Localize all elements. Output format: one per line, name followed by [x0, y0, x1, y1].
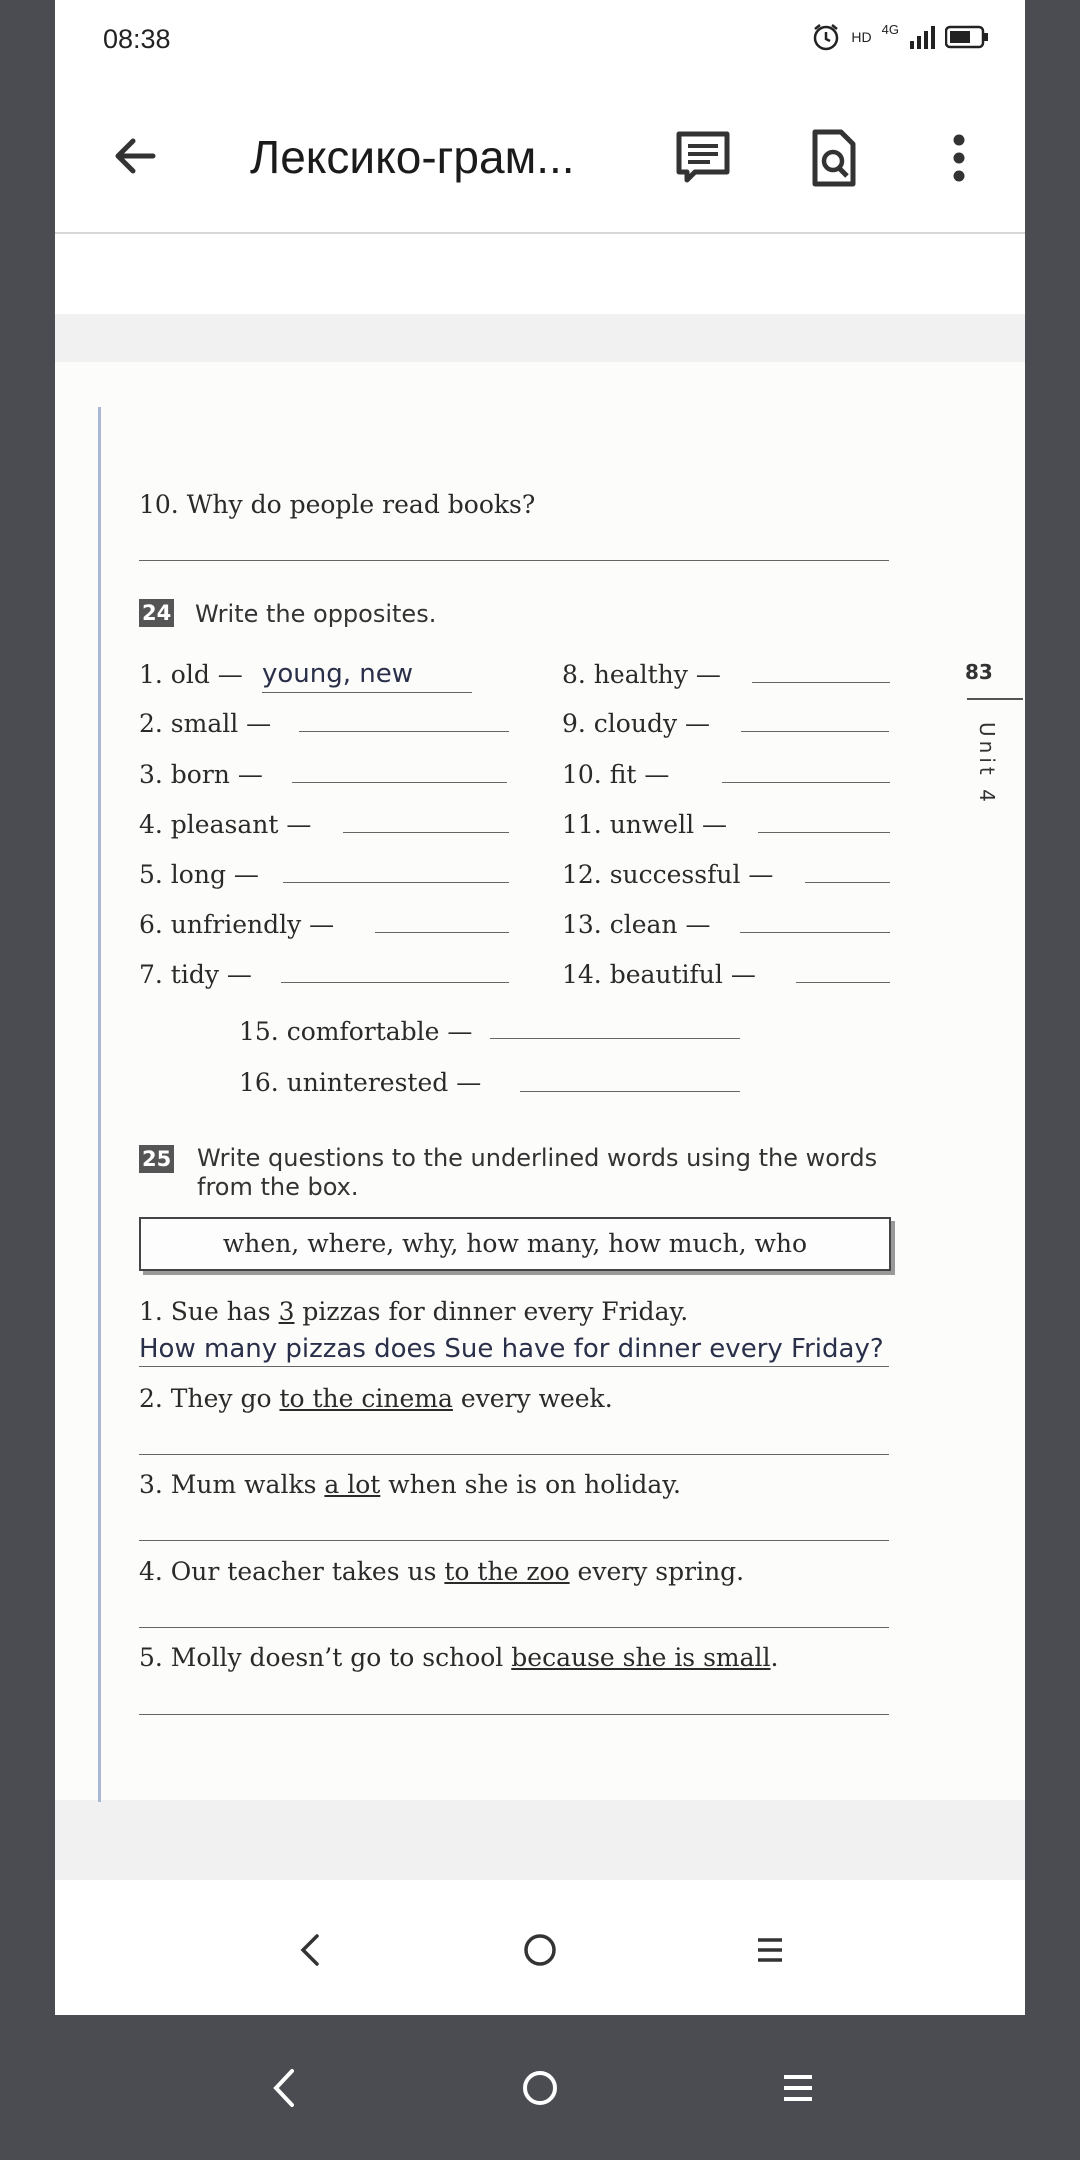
inner-navigation-bar — [55, 1880, 1025, 2015]
sentence-4: 4. Our teacher takes us to the zoo every spring. — [139, 1557, 745, 1586]
word-box-words: when, where, why, how many, how much, who — [222, 1229, 808, 1258]
sentence-2: 2. They go to the cinema every week. — [139, 1384, 613, 1413]
inner-back-icon[interactable] — [281, 1920, 341, 1980]
opposite-item: 4. pleasant — — [139, 810, 312, 839]
page-number: 83 — [965, 660, 993, 684]
exercise-25-badge: 25 — [139, 1145, 174, 1173]
opposite-item: 16. uninterested — — [239, 1068, 482, 1097]
more-options-icon[interactable] — [939, 128, 979, 188]
word-box — [139, 1217, 891, 1271]
inner-home-icon[interactable] — [510, 1920, 570, 1980]
answer-line — [741, 731, 889, 732]
answer-line — [139, 1714, 889, 1715]
signal-icon — [909, 25, 935, 49]
recents-menu-icon[interactable] — [763, 2053, 833, 2123]
exercise-25-instruction-line2: from the box. — [197, 1173, 359, 1201]
status-time: 08:38 — [103, 24, 171, 54]
hd-label: HD — [851, 29, 872, 45]
answer-line — [139, 1540, 889, 1541]
answer-line — [139, 1627, 889, 1628]
answer-line — [139, 1366, 889, 1367]
answer-line — [758, 832, 890, 833]
sentence-5: 5. Molly doesn’t go to school because she is small. — [139, 1643, 779, 1672]
answer-line — [740, 932, 890, 933]
app-bar — [55, 84, 1025, 234]
sentence-1-answer: How many pizzas does Sue have for dinner every Friday? — [139, 1334, 884, 1364]
answer-line — [490, 1038, 740, 1039]
sentence-1: 1. Sue has 3 pizzas for dinner every Friday. — [139, 1297, 689, 1326]
network-label: 4G — [881, 21, 899, 37]
answer-line — [283, 882, 509, 883]
status-icons — [811, 22, 989, 52]
answer-line — [343, 832, 509, 833]
opposite-item: 6. unfriendly — — [139, 910, 335, 939]
answer-line — [796, 982, 890, 983]
inner-menu-icon[interactable] — [740, 1920, 800, 1980]
status-bar — [55, 0, 1025, 84]
opposite-item: 10. fit — — [562, 760, 670, 789]
answer-line — [139, 560, 889, 561]
search-document-icon[interactable] — [803, 128, 863, 188]
back-icon[interactable] — [250, 2053, 320, 2123]
answer-line — [281, 982, 509, 983]
opposite-item: 8. healthy — — [562, 660, 721, 689]
previous-page — [55, 234, 1025, 314]
sentence-3: 3. Mum walks a lot when she is on holiday. — [139, 1470, 681, 1499]
answer-line — [805, 882, 890, 883]
exercise-24-instruction: Write the opposites. — [195, 600, 437, 628]
answer-line — [262, 692, 472, 693]
home-icon[interactable] — [505, 2053, 575, 2123]
opposite-item: 13. clean — — [562, 910, 711, 939]
question-10: 10. Why do people read books? — [139, 490, 536, 519]
answer-line — [752, 682, 890, 683]
opposite-item: 7. tidy — — [139, 960, 252, 989]
answer-line — [139, 1454, 889, 1455]
page-margin-line — [98, 407, 101, 1802]
exercise-25-instruction-line1: Write questions to the underlined words using the words — [197, 1144, 878, 1172]
opposite-item: 9. cloudy — — [562, 709, 711, 738]
opposite-item: 14. beautiful — — [562, 960, 756, 989]
opposite-item: 3. born — — [139, 760, 263, 789]
battery-icon — [945, 25, 989, 49]
opposite-item: 1. old — — [139, 660, 243, 689]
opposite-item: 5. long — — [139, 860, 259, 889]
answer-young-new: young, new — [262, 659, 414, 689]
comment-icon[interactable] — [673, 128, 733, 188]
system-navigation-bar — [0, 2015, 1080, 2160]
document-page[interactable] — [55, 362, 1025, 1800]
back-arrow-icon[interactable] — [105, 126, 165, 186]
exercise-24-badge: 24 — [139, 599, 174, 627]
document-title: Лексико-грам... — [250, 131, 575, 183]
viewer-screen — [55, 0, 1025, 2015]
answer-line — [375, 932, 509, 933]
answer-line — [520, 1091, 740, 1092]
opposite-item: 15. comfortable — — [239, 1017, 473, 1046]
alarm-icon — [811, 22, 841, 52]
answer-line — [722, 782, 890, 783]
page-number-rule — [967, 698, 1023, 700]
opposite-item: 11. unwell — — [562, 810, 728, 839]
answer-line — [292, 782, 507, 783]
unit-label: Unit 4 — [975, 722, 999, 806]
answer-line — [299, 731, 509, 732]
opposite-item: 12. successful — — [562, 860, 774, 889]
opposite-item: 2. small — — [139, 709, 272, 738]
